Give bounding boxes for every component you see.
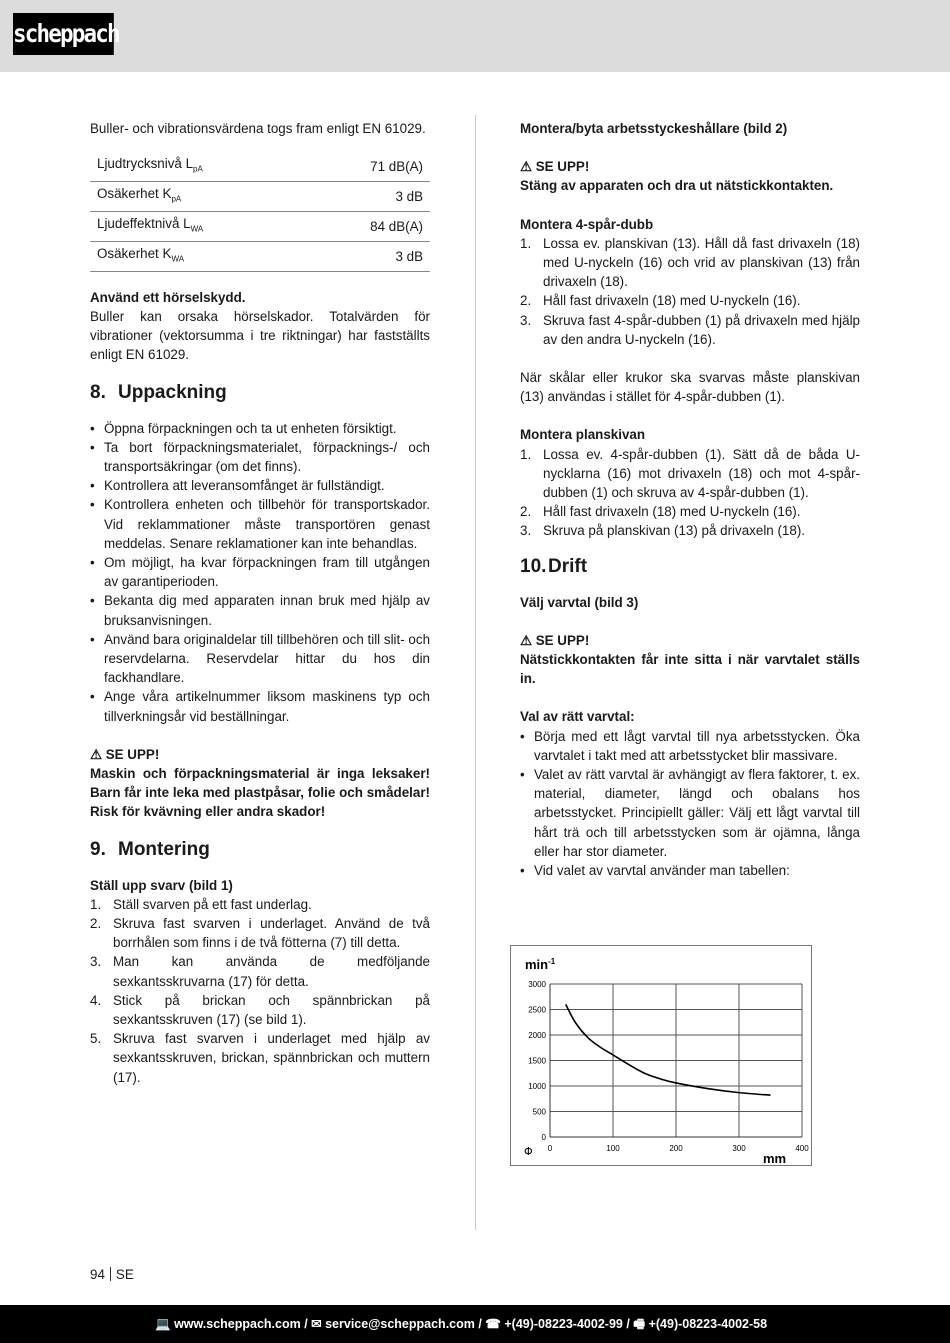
list-item: • Valet av rätt varvtal är avhängigt av flera faktorer, t. ex. material, diameter, längd och obalans hos arbetsstycket. Principiellt gäller: Välj ett lågt varvtal till hårt trä och till arbetsstycken som är ojämna, långa eller har stor diameter. (520, 765, 860, 861)
y-axis-label: $\min^{-1}$ (525, 957, 556, 972)
y-tick-label: 2500 (528, 1005, 546, 1015)
list-item: 3. Skruva på planskivan (13) på drivaxeln (18). (520, 523, 805, 539)
phone-icon: ☎ (485, 1317, 501, 1331)
warning-label: ⚠ SE UPP! (520, 159, 590, 175)
list-item: 5. Skruva fast svarven i underlaget med hjälp av sexkantsskruven, brickan, spännbrickan och muttern (17). (90, 1031, 430, 1085)
section-number: 8. (90, 381, 106, 403)
y-tick-label: 500 (532, 1107, 546, 1117)
y-tick-label: 1000 (528, 1082, 546, 1091)
section-10-heading (520, 555, 860, 579)
list-item: 1. Lossa ev. 4-spår-dubben (1). Sätt då de båda U-nycklarna (16) mot drivaxeln (18) och mot 4-spår-dubben (1) och skruva av 4-spår-dubben (1). (520, 446, 860, 501)
separator: / (474, 1317, 486, 1331)
list-item: • Vid valet av varvtal använder man tabellen: (520, 861, 860, 880)
website-link[interactable]: www.scheppach.com (174, 1317, 301, 1331)
list-item: • Ta bort förpackningsmaterialet, förpacknings-/ och transportsäkringar (om det finns). (90, 438, 430, 476)
x-tick-label: 200 (669, 1144, 683, 1153)
column-divider (475, 115, 476, 1230)
list-item: • Om möjligt, ha kvar förpackningen fram till utgången av garantiperioden. (90, 553, 430, 591)
page-header (0, 0, 950, 72)
x-axis-label: mm (763, 1151, 787, 1166)
plan-title: Montera planskivan (520, 427, 646, 443)
noise-label: Ljudtrycksnivå $L_{pA}$ (90, 152, 308, 181)
unpacking-list (90, 419, 430, 726)
speed-title: Välj varvtal (bild 3) (520, 594, 639, 610)
page-footer (0, 1305, 950, 1343)
warning-label: ⚠ SE UPP! (90, 746, 160, 762)
speed-chart-svg (511, 946, 813, 1167)
y-tick-label: 2000 (528, 1031, 546, 1040)
right-column (520, 119, 860, 880)
noise-value: 3 dB (308, 182, 430, 212)
noise-label: Osäkerhet $K_{pA}$ (90, 182, 308, 212)
separator (110, 1267, 111, 1281)
phone-number: +(49)-08223-4002-99 (504, 1317, 623, 1331)
section-title: Montering (118, 838, 210, 860)
separator: / (622, 1317, 634, 1331)
x-tick-label: 400 (795, 1144, 809, 1153)
y-tick-label: 1500 (528, 1056, 546, 1066)
section-number: 9. (90, 838, 106, 860)
list-item: 1. Ställ svarven på ett fast underlag. (90, 896, 312, 912)
intro-text: Buller- och vibrationsvärdena togs fram enligt EN 61029. (90, 121, 426, 136)
dub-title: Montera 4-spår-dubb (520, 216, 654, 232)
dub-steps (520, 234, 860, 349)
list-item: • Kontrollera att leveransomfånget är fullständigt. (90, 476, 430, 495)
speed-curve (566, 1004, 771, 1095)
list-item: • Kontrollera enheten och tillbehör för transportskador. Vid reklammationer måste transportören genast meddelas. Senare reklamationer kan inte behandlas. (90, 495, 430, 553)
plan-steps (520, 445, 860, 541)
section-8-heading (90, 381, 430, 405)
section-9-heading (90, 838, 430, 862)
noise-value: 71 dB(A) (308, 152, 430, 181)
warning-text: Nätstickkontakten får inte sitta i när varvtalet ställs in. (520, 652, 860, 687)
table-row (90, 152, 430, 181)
list-item: • Ange våra artikelnummer liksom maskinens typ och tillverkningsår vid beställningar. (90, 687, 430, 725)
warning-text: Stäng av apparaten och dra ut nätstickkontakten. (520, 178, 834, 194)
setup-subtitle: Ställ upp svarv (bild 1) (90, 877, 233, 893)
choice-title: Val av rätt varvtal: (520, 709, 635, 725)
setup-steps (90, 895, 430, 1087)
table-row (90, 182, 430, 212)
email-link[interactable]: service@scheppach.com (325, 1317, 475, 1331)
computer-icon: 💻 (155, 1317, 171, 1331)
list-item: 3. Skruva fast 4-spår-dubben (1) på drivaxeln med hjälp av den andra U-nyckeln (16). (520, 312, 860, 347)
list-item: • Bekanta dig med apparaten innan bruk med hjälp av bruksanvisningen. (90, 591, 430, 629)
x-tick-label: 300 (732, 1144, 746, 1153)
email-icon: ✉ (311, 1317, 322, 1331)
fax-icon: 🖷 (633, 1317, 646, 1331)
speed-chart (510, 945, 812, 1166)
noise-label: Ljudeffektnivå $L_{WA}$ (90, 211, 308, 241)
separator: / (300, 1317, 312, 1331)
y-tick-label: 0 (541, 1133, 546, 1142)
section-title: Drift (548, 555, 588, 577)
mount-title: Montera/byta arbetsstyckeshållare (bild 2) (520, 121, 788, 136)
noise-label: Osäkerhet $K_{WA}$ (90, 241, 308, 271)
warning-label: ⚠ SE UPP! (520, 632, 590, 648)
list-item: 1. Lossa ev. planskivan (13). Håll då fast drivaxeln (18) med U-nyckeln (16) och vrid av planskivan (13) från drivaxeln (18). (520, 235, 860, 290)
list-item: 2. Skruva fast svarven i underlaget. Använd de två borrhålen som finns i de två fötterna (7) till detta. (90, 915, 430, 951)
section-title: Uppackning (118, 381, 227, 403)
list-item: 4. Stick på brickan och spännbrickan på sexkantsskruven (17) (se bild 1). (90, 992, 430, 1027)
list-item: • Öppna förpackningen och ta ut enheten försiktigt. (90, 419, 430, 438)
list-item: 2. Håll fast drivaxeln (18) med U-nyckeln (16). (520, 504, 801, 520)
hearing-text: Buller kan orsaka hörselskador. Totalvärden för vibrationer (vektorsumma i tre riktningar) har fastställts enligt EN 61029. (90, 308, 430, 363)
x-tick-label: 0 (547, 1144, 553, 1153)
table-row (90, 241, 430, 271)
list-item: • Använd bara originaldelar till tillbehören och till slit- och reservdelarna. Reservdelar hittar du hos din fackhandlare. (90, 630, 430, 688)
note-text: När skålar eller krukor ska svarvas måste planskivan (13) användas i stället för 4-spår-dubben (1). (520, 370, 860, 405)
noise-table (90, 152, 430, 272)
noise-value: 84 dB(A) (308, 211, 430, 241)
diameter-symbol: Φ (524, 1145, 533, 1158)
list-item: 2. Håll fast drivaxeln (18) med U-nyckeln (16). (520, 293, 801, 309)
choice-list (520, 727, 860, 881)
fax-number: +(49)-08223-4002-58 (648, 1317, 768, 1331)
table-row (90, 211, 430, 241)
list-item: 3. Man kan använda de medföljande sexkantsskruvarna (17) för detta. (90, 954, 430, 989)
hearing-title: Använd ett hörselskydd. (90, 289, 246, 305)
section-number: 10. (520, 555, 547, 577)
page-number (90, 1265, 134, 1284)
warning-text: Maskin och förpackningsmaterial är inga leksaker! Barn får inte leka med plastpåsar, folie och smådelar! Risk för kvävning eller andra skador! (90, 765, 430, 820)
page-number-value: 94 (90, 1267, 105, 1282)
scheppach-logo: scheppach (13, 13, 114, 55)
y-tick-label: 3000 (528, 980, 546, 989)
x-tick-label: 100 (606, 1144, 620, 1153)
noise-value: 3 dB (308, 241, 430, 271)
language-code: SE (115, 1267, 134, 1282)
left-column (90, 119, 430, 1087)
list-item: • Börja med ett lågt varvtal till nya arbetsstycken. Öka varvtalet i takt med att arbetsstycket blir massivare. (520, 727, 860, 765)
